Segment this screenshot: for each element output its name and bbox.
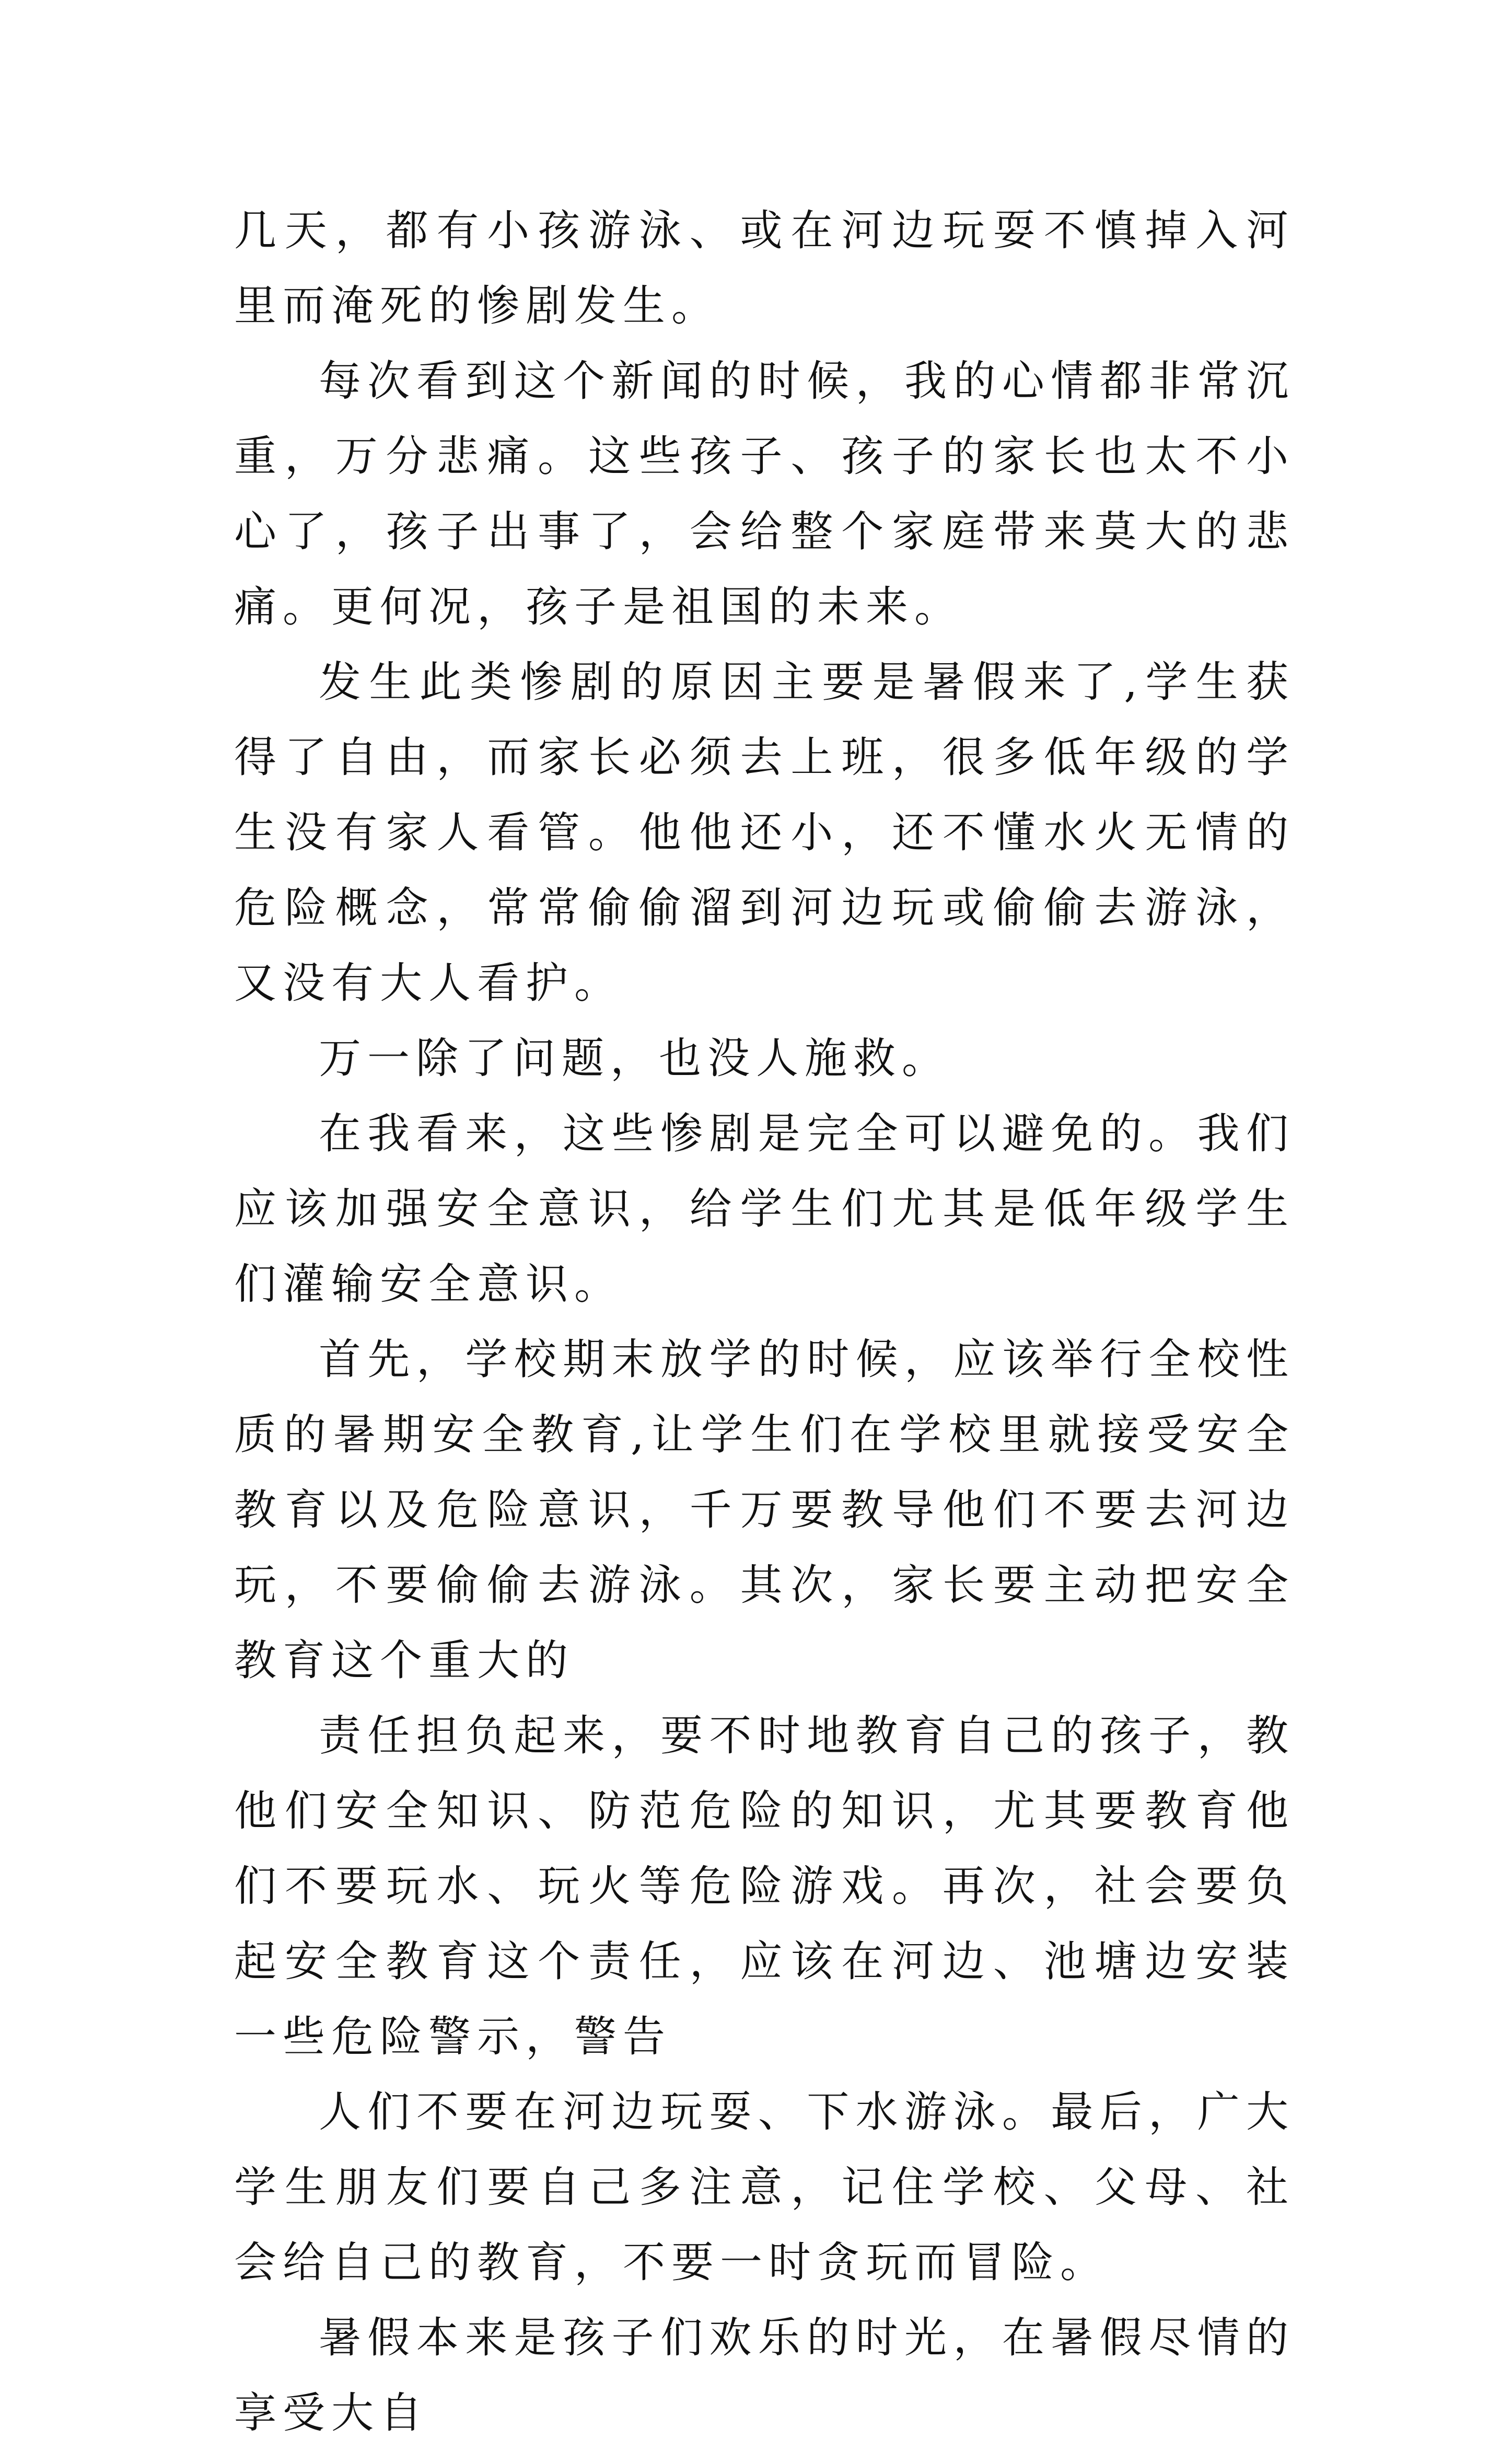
paragraph-2: 每次看到这个新闻的时候，我的心情都非常沉重，万分悲痛。这些孩子、孩子的家长也太不小心了，孩子出事了，会给整个家庭带来莫大的悲痛。更何况，孩子是祖国的未来。 bbox=[234, 357, 1295, 632]
paragraph-4: 万一除了问题，也没人施救。 bbox=[319, 1034, 951, 1083]
paragraph-5: 在我看来，这些惨剧是完全可以避免的。我们应该加强安全意识，给学生们尤其是低年级学生们灌输安全意识。 bbox=[234, 1109, 1295, 1309]
paragraph-3: 发生此类惨剧的原因主要是暑假来了,学生获得了自由，而家长必须去上班，很多低年级的学生没有家人看管。他他还小，还不懂水火无情的危险概念，常常偷偷溜到河边玩或偷偷去游泳，又没有大人看护。 bbox=[234, 658, 1295, 1008]
paragraph-6: 首先，学校期末放学的时候，应该举行全校性质的暑期安全教育,让学生们在学校里就接受安全教育以及危险意识，千万要教导他们不要去河边玩，不要偷偷去游泳。其次，家长要主动把安全教育这个重大的 bbox=[234, 1335, 1295, 1685]
paragraph-8: 人们不要在河边玩耍、下水游泳。最后，广大学生朋友们要自己多注意，记住学校、父母、社会给自己的教育，不要一时贪玩而冒险。 bbox=[234, 2088, 1295, 2287]
paragraph-1: 几天，都有小孩游泳、或在河边玩耍不慎掉入河里而淹死的惨剧发生。 bbox=[234, 206, 1295, 331]
document-body bbox=[234, 193, 1295, 2451]
paragraph-7: 责任担负起来，要不时地教育自己的孩子，教他们安全知识、防范危险的知识，尤其要教育他们不要玩水、玩火等危险游戏。再次，社会要负起安全教育这个责任，应该在河边、池塘边安装一些危险警示，警告 bbox=[234, 1712, 1295, 2062]
paragraph-9: 暑假本来是孩子们欢乐的时光，在暑假尽情的享受大自 bbox=[234, 2314, 1295, 2438]
